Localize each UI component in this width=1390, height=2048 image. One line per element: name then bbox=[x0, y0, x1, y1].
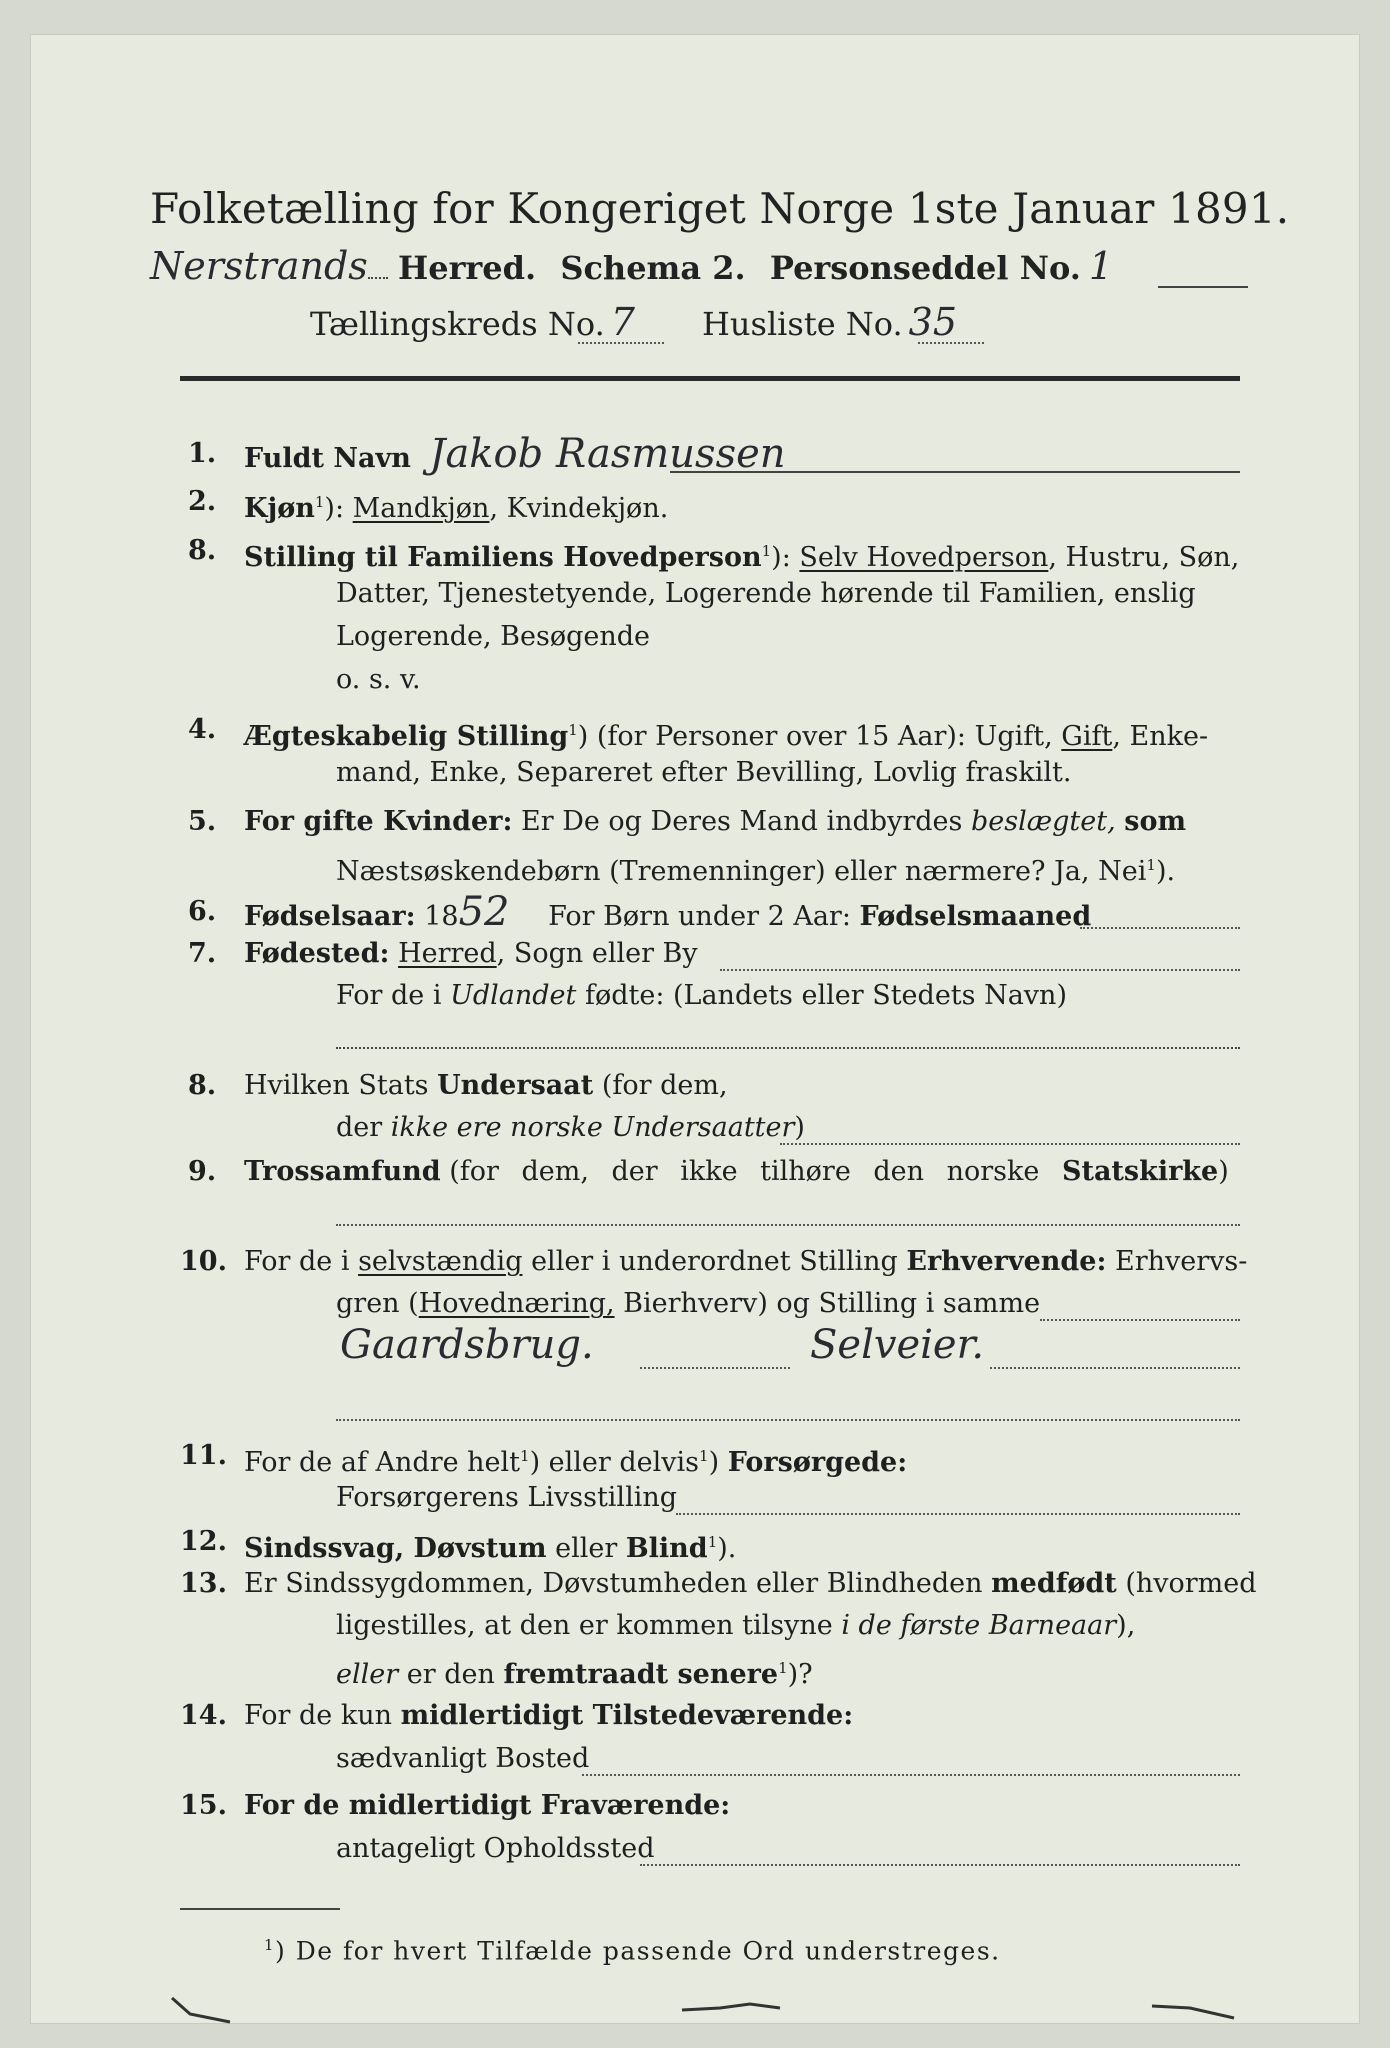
q11-dots[interactable] bbox=[676, 1513, 1240, 1515]
q6-number: 6. bbox=[188, 896, 217, 927]
q11-number: 11. bbox=[180, 1440, 227, 1471]
q4-selected-option[interactable]: Gift bbox=[1061, 721, 1113, 752]
husliste-dots bbox=[918, 342, 984, 344]
q13-line3: eller er den fremtraadt senere$^1$)? bbox=[336, 1659, 813, 1690]
kreds-line bbox=[310, 300, 635, 344]
q10-occupation-value[interactable]: Gaardsbrug. bbox=[340, 1322, 594, 1368]
q4-line2: mand, Enke, Separeret efter Bevilling, Lovlig fraskilt. bbox=[336, 757, 1072, 788]
q9-row: Trossamfund (for dem, der ikke tilhøre den norske Statskirke) bbox=[244, 1156, 1229, 1187]
q8-row: Hvilken Stats Undersaat (for dem, bbox=[244, 1070, 728, 1101]
herred-label: Herred. bbox=[397, 249, 537, 287]
husliste-value[interactable]: 35 bbox=[908, 300, 958, 344]
personseddel-line bbox=[1158, 286, 1248, 288]
q13-line2: ligestilles, at den er kommen tilsyne i de første Barneaar), bbox=[336, 1610, 1136, 1641]
schema-label: Schema 2. bbox=[560, 249, 746, 287]
herred-value[interactable]: Nerstrands bbox=[150, 244, 368, 288]
q10-end-dots bbox=[990, 1367, 1240, 1369]
q3-line4: o. s. v. bbox=[336, 664, 421, 695]
q2-selected-option[interactable]: Mandkjøn bbox=[352, 493, 490, 524]
form-title: Folketælling for Kongeriget Norge 1ste Januar 1891. bbox=[150, 184, 1290, 233]
q15-line2: antageligt Opholdssted bbox=[336, 1833, 655, 1864]
q1-number: 1. bbox=[188, 438, 217, 469]
q5-row: For gifte Kvinder: Er De og Deres Mand indbyrdes beslægtet, som bbox=[244, 806, 1187, 837]
q4-row: Ægteskabelig Stilling$^1$) (for Personer over 15 Aar): Ugift, Gift, Enke- bbox=[244, 721, 1209, 752]
q12-number: 12. bbox=[180, 1526, 227, 1557]
kreds-dots bbox=[578, 342, 664, 344]
stray-mark-center bbox=[680, 2000, 790, 2016]
kreds-value[interactable]: 7 bbox=[610, 300, 635, 344]
q3-number: 8. bbox=[188, 535, 217, 566]
q8-number: 8. bbox=[188, 1070, 217, 1101]
q11-row: For de af Andre helt$^1$) eller delvis$^1$) Forsørgede: bbox=[244, 1447, 908, 1478]
q11-line2: Forsørgerens Livsstilling bbox=[336, 1482, 678, 1513]
q14-dots[interactable] bbox=[582, 1774, 1240, 1776]
q10-row: For de i selvstændig eller i underordnet Stilling Erhvervende: Erhvervs- bbox=[244, 1246, 1248, 1277]
census-form-page bbox=[30, 34, 1360, 2024]
q3-selected-option[interactable]: Selv Hovedperson bbox=[799, 542, 1049, 573]
q12-row: Sindssvag, Døvstum eller Blind$^1$). bbox=[244, 1533, 737, 1564]
q7-number: 7. bbox=[188, 938, 217, 969]
footnote: $^1$) De for hvert Tilfælde passende Ord understreges. bbox=[264, 1936, 1001, 1966]
q7-dots bbox=[720, 969, 1240, 971]
kreds-label: Tællingskreds No. bbox=[310, 305, 605, 343]
q14-number: 14. bbox=[180, 1700, 227, 1731]
q10-position-value[interactable]: Selveier. bbox=[810, 1322, 985, 1368]
q15-row: For de midlertidigt Fraværende: bbox=[244, 1790, 731, 1821]
q8-line2: der ikke ere norske Undersaatter) bbox=[336, 1112, 805, 1143]
stray-mark-right bbox=[1150, 2000, 1240, 2020]
q14-row: For de kun midlertidigt Tilstedeværende: bbox=[244, 1700, 854, 1731]
q3-line2: Datter, Tjenestetyende, Logerende hørende til Familien, enslig bbox=[336, 578, 1196, 609]
q15-dots[interactable] bbox=[640, 1864, 1240, 1866]
q9-blank-line[interactable] bbox=[336, 1224, 1240, 1226]
footnote-rule bbox=[180, 1908, 340, 1910]
herred-line bbox=[150, 244, 1113, 288]
q7-line2: For de i Udlandet fødte: (Landets eller Stedets Navn) bbox=[336, 980, 1067, 1011]
q6-year-value[interactable]: 52 bbox=[458, 889, 510, 935]
q7-blank-line[interactable] bbox=[336, 1047, 1240, 1049]
stray-mark-left bbox=[170, 1994, 260, 2024]
q4-number: 4. bbox=[188, 714, 217, 745]
q3-row: Stilling til Familiens Hovedperson$^1$): Selv Hovedperson, Hustru, Søn, bbox=[244, 542, 1240, 573]
q8-dots bbox=[780, 1143, 1240, 1145]
q6-dots bbox=[1080, 927, 1240, 929]
q10-line2: gren (Hovednæring, Bierhverv) og Stilling i samme bbox=[336, 1288, 1041, 1319]
husliste-line bbox=[702, 300, 957, 344]
q9-number: 9. bbox=[188, 1156, 217, 1187]
personseddel-label: Personseddel No. bbox=[769, 249, 1081, 287]
q14-line2: sædvanligt Bosted bbox=[336, 1743, 590, 1774]
q3-line3: Logerende, Besøgende bbox=[336, 621, 650, 652]
q10-dots bbox=[1040, 1319, 1240, 1321]
q2-number: 2. bbox=[188, 486, 217, 517]
q7-row: Fødested: Herred, Sogn eller By bbox=[244, 938, 698, 969]
q10-number: 10. bbox=[180, 1246, 227, 1277]
q6-row: Fødselsaar: 1852 For Børn under 2 Aar: Fødselsmaaned bbox=[244, 889, 1092, 935]
q10-blank-line[interactable] bbox=[336, 1419, 1240, 1421]
husliste-label: Husliste No. bbox=[702, 305, 903, 343]
q5-number: 5. bbox=[188, 806, 217, 837]
personseddel-value[interactable]: 1 bbox=[1088, 244, 1114, 288]
q1-name-value[interactable]: Jakob Rasmussen bbox=[429, 431, 786, 477]
q1-label: Fuldt Navn bbox=[244, 443, 411, 474]
q13-row: Er Sindssygdommen, Døvstumheden eller Blindheden medfødt (hvormed bbox=[244, 1568, 1257, 1599]
q1-line bbox=[670, 471, 1240, 473]
q15-number: 15. bbox=[180, 1790, 227, 1821]
q5-line2: Næstsøskendebørn (Tremenninger) eller nærmere? Ja, Nei$^1$). bbox=[336, 856, 1176, 887]
header-rule bbox=[180, 376, 1240, 381]
q13-number: 13. bbox=[180, 1568, 227, 1599]
q10-mid-dots bbox=[640, 1367, 790, 1369]
q2-row: Kjøn$^1$): Mandkjøn, Kvindekjøn. bbox=[244, 493, 669, 524]
q7-selected-option[interactable]: Herred bbox=[398, 938, 497, 969]
